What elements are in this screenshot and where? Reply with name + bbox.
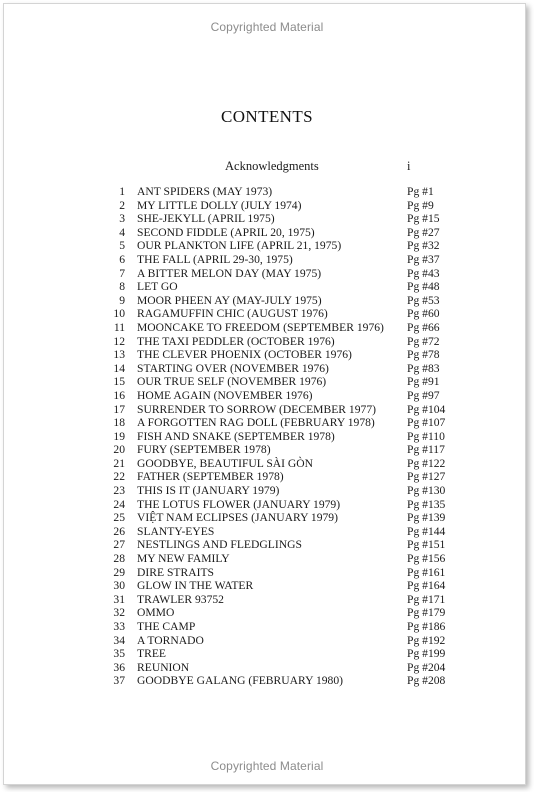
chapter-number: 33 (113, 620, 125, 633)
chapter-page: Pg #83 (407, 361, 440, 375)
chapter-number: 34 (113, 633, 125, 647)
chapter-page: Pg #199 (407, 647, 446, 661)
chapter-number: 1 (119, 185, 125, 198)
copyright-watermark-bottom: Copyrighted Material (210, 759, 324, 773)
toc-row (0, 470, 534, 484)
chapter-title: SURRENDER TO SORROW (DECEMBER 1977) (137, 402, 376, 416)
chapter-number: 20 (113, 443, 125, 457)
chapter-number: 6 (119, 252, 125, 266)
chapter-title: A BITTER MELON DAY (MAY 1975) (137, 266, 322, 280)
chapter-title: THIS IS IT (JANUARY 1979) (137, 484, 280, 498)
chapter-page: Pg #72 (407, 334, 440, 348)
chapter-page: Pg #48 (407, 280, 440, 294)
copyright-watermark-top: Copyrighted Material (210, 20, 324, 34)
toc-row (0, 212, 534, 226)
toc-row (0, 280, 534, 294)
chapter-title: TRAWLER 93752 (137, 592, 224, 606)
chapter-number: 26 (113, 524, 125, 538)
chapter-title: REUNION (137, 660, 190, 674)
chapter-title: FATHER (SEPTEMBER 1978) (137, 470, 284, 484)
chapter-number: 28 (113, 552, 125, 566)
chapter-page: Pg #144 (407, 524, 446, 538)
toc-row (0, 185, 534, 199)
chapter-page: Pg #32 (407, 239, 440, 253)
chapter-number: 25 (113, 511, 125, 525)
chapter-page: Pg #78 (407, 348, 440, 362)
toc-row (0, 226, 534, 240)
chapter-page: Pg #107 (407, 416, 446, 430)
chapter-number: 10 (113, 307, 125, 321)
chapter-title: OMMO (137, 606, 175, 620)
chapter-number: 2 (119, 198, 125, 212)
toc-row (0, 606, 534, 620)
toc-row (0, 511, 534, 525)
chapter-number: 21 (113, 456, 125, 470)
chapter-title: A TORNADO (137, 633, 204, 647)
toc-row (0, 443, 534, 457)
toc-row (0, 267, 534, 281)
chapter-number: 16 (113, 388, 125, 402)
toc-row (0, 199, 534, 213)
chapter-title: VIỆT NAM ECLIPSES (JANUARY 1979) (137, 511, 338, 525)
chapter-number: 15 (113, 375, 125, 389)
chapter-number: 9 (119, 293, 125, 307)
chapter-title: OUR TRUE SELF (NOVEMBER 1976) (137, 375, 327, 389)
toc-row (0, 634, 534, 648)
chapter-page: Pg #60 (407, 307, 440, 321)
chapter-title: GLOW IN THE WATER (137, 579, 254, 593)
chapter-number: 32 (113, 606, 125, 620)
chapter-title: SECOND FIDDLE (APRIL 20, 1975) (137, 225, 315, 239)
toc-row (0, 348, 534, 362)
chapter-title: TREE (137, 647, 166, 661)
chapter-title: ANT SPIDERS (MAY 1973) (137, 185, 273, 198)
chapter-title: MY NEW FAMILY (137, 552, 230, 566)
chapter-title: THE CAMP (137, 620, 196, 633)
chapter-title: SHE-JEKYLL (APRIL 1975) (137, 212, 275, 226)
chapter-page: Pg #1 (407, 185, 434, 198)
chapter-page: Pg #104 (407, 402, 446, 416)
chapter-number: 29 (113, 565, 125, 579)
chapter-page: Pg #15 (407, 212, 440, 226)
chapter-number: 30 (113, 579, 125, 593)
chapter-page: Pg #53 (407, 293, 440, 307)
toc-row (0, 430, 534, 444)
chapter-number: 14 (113, 361, 125, 375)
chapter-number: 18 (113, 416, 125, 430)
chapter-page: Pg #117 (407, 443, 445, 457)
toc-row (0, 389, 534, 403)
chapter-page: Pg #97 (407, 388, 440, 402)
chapter-page: Pg #110 (407, 429, 445, 443)
chapter-number: 22 (113, 470, 125, 484)
chapter-page: Pg #9 (407, 198, 434, 212)
toc-row (0, 375, 534, 389)
chapter-page: Pg #171 (407, 592, 446, 606)
toc-row (0, 661, 534, 675)
chapter-title: LET GO (137, 280, 178, 294)
toc-row (0, 579, 534, 593)
chapter-page: Pg #192 (407, 633, 446, 647)
toc-row (0, 294, 534, 308)
chapter-number: 11 (113, 320, 125, 334)
toc-row (0, 321, 534, 335)
chapter-page: Pg #91 (407, 375, 440, 389)
chapter-title: MOONCAKE TO FREEDOM (SEPTEMBER 1976) (137, 320, 384, 334)
chapter-page: Pg #156 (407, 552, 446, 566)
chapter-number: 19 (113, 429, 125, 443)
chapter-title: THE FALL (APRIL 29-30, 1975) (137, 252, 293, 266)
toc-row (0, 416, 534, 430)
chapter-title: STARTING OVER (NOVEMBER 1976) (137, 361, 329, 375)
toc-row (0, 307, 534, 321)
chapter-title: GOODBYE, BEAUTIFUL SÀI GÒN (137, 456, 314, 470)
chapter-title: MY LITTLE DOLLY (JULY 1974) (137, 198, 302, 212)
page-title: CONTENTS (221, 107, 313, 126)
chapter-page: Pg #208 (407, 674, 446, 688)
toc-row (0, 362, 534, 376)
table-of-contents (0, 185, 534, 688)
chapter-title: THE CLEVER PHOENIX (OCTOBER 1976) (137, 348, 352, 362)
toc-row (0, 457, 534, 471)
chapter-page: Pg #66 (407, 320, 440, 334)
toc-row (0, 647, 534, 661)
toc-row (0, 552, 534, 566)
chapter-number: 8 (119, 280, 125, 294)
chapter-number: 13 (113, 348, 125, 362)
chapter-page: Pg #204 (407, 660, 446, 674)
chapter-page: Pg #161 (407, 565, 446, 579)
chapter-title: HOME AGAIN (NOVEMBER 1976) (137, 388, 313, 402)
chapter-page: Pg #179 (407, 606, 446, 620)
chapter-number: 36 (113, 660, 125, 674)
chapter-number: 23 (113, 484, 125, 498)
toc-row (0, 484, 534, 498)
acknowledgments-label: Acknowledgments (225, 159, 319, 173)
chapter-page: Pg #37 (407, 252, 440, 266)
chapter-page: Pg #164 (407, 579, 446, 593)
chapter-title: DIRE STRAITS (137, 565, 214, 579)
chapter-number: 17 (113, 402, 125, 416)
toc-row (0, 525, 534, 539)
toc-row (0, 566, 534, 580)
chapter-title: OUR PLANKTON LIFE (APRIL 21, 1975) (137, 239, 342, 253)
chapter-title: GOODBYE GALANG (FEBRUARY 1980) (137, 674, 344, 688)
toc-row (0, 498, 534, 512)
chapter-number: 4 (119, 225, 125, 239)
chapter-title: A FORGOTTEN RAG DOLL (FEBRUARY 1978) (137, 416, 375, 430)
chapter-number: 5 (119, 239, 125, 253)
toc-row (0, 593, 534, 607)
toc-row (0, 335, 534, 349)
chapter-number: 35 (113, 647, 125, 661)
chapter-number: 7 (119, 266, 125, 280)
chapter-number: 24 (113, 497, 125, 511)
acknowledgments-page: i (407, 159, 411, 173)
chapter-title: THE LOTUS FLOWER (JANUARY 1979) (137, 497, 341, 511)
chapter-number: 37 (113, 674, 125, 688)
chapter-page: Pg #122 (407, 456, 446, 470)
chapter-title: SLANTY-EYES (137, 524, 215, 538)
chapter-title: FURY (SEPTEMBER 1978) (137, 443, 271, 457)
chapter-title: THE TAXI PEDDLER (OCTOBER 1976) (137, 334, 335, 348)
chapter-page: Pg #27 (407, 225, 440, 239)
chapter-page: Pg #127 (407, 470, 446, 484)
chapter-number: 31 (113, 592, 125, 606)
chapter-number: 12 (113, 334, 125, 348)
chapter-page: Pg #130 (407, 484, 446, 498)
toc-row (0, 620, 534, 634)
chapter-page: Pg #139 (407, 511, 446, 525)
chapter-title: MOOR PHEEN AY (MAY-JULY 1975) (137, 293, 322, 307)
chapter-page: Pg #186 (407, 620, 446, 633)
chapter-title: RAGAMUFFIN CHIC (AUGUST 1976) (137, 307, 328, 321)
chapter-page: Pg #135 (407, 497, 446, 511)
chapter-page: Pg #151 (407, 538, 446, 552)
toc-row (0, 403, 534, 417)
chapter-title: NESTLINGS AND FLEDGLINGS (137, 538, 302, 552)
chapter-number: 3 (119, 212, 125, 226)
toc-row (0, 674, 534, 688)
chapter-number: 27 (113, 538, 125, 552)
toc-row (0, 253, 534, 267)
chapter-page: Pg #43 (407, 266, 440, 280)
chapter-title: FISH AND SNAKE (SEPTEMBER 1978) (137, 429, 335, 443)
toc-row (0, 239, 534, 253)
toc-row (0, 538, 534, 552)
